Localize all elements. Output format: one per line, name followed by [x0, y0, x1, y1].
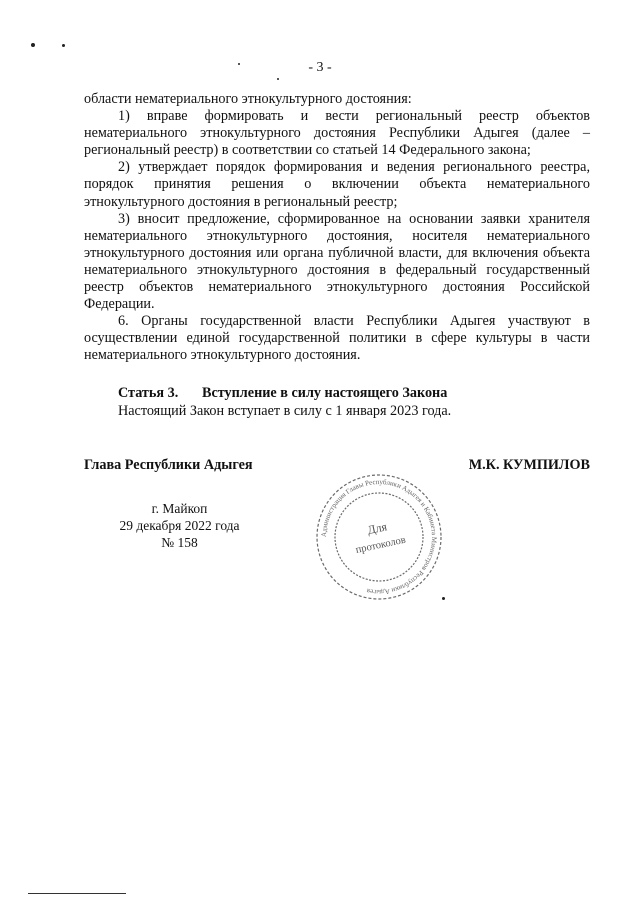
- paragraph-item-3: 3) вносит предложение, сформированное на основании заявки хранителя нематериального этнокультурного достояния, носителя нематериального этнокультурного достояния или органа публичной власти, для включения объекта нематериального этнокультурного достояния в федеральный государственный реестр объектов нематериального этнокультурного достояния Российской Федерации.: [84, 210, 590, 313]
- scan-speck: [442, 597, 445, 600]
- page-number: - 3 -: [308, 60, 332, 75]
- scan-speck: [62, 44, 65, 47]
- seal-center-line-1: Для: [366, 519, 389, 538]
- paragraph-item-2: 2) утверждает порядок формирования и ведения регионального реестра, порядок принятия решения о включении объекта нематериального этнокультурного достояния в региональный реестр;: [84, 159, 590, 210]
- date: 29 декабря 2022 года: [119, 518, 240, 533]
- article-title: Вступление в силу настоящего Закона: [202, 385, 448, 401]
- scan-speck: [277, 78, 279, 80]
- place-and-date: [102, 500, 257, 551]
- paragraph-intro: области нематериального этнокультурного достояния:: [84, 91, 412, 107]
- footer-rule: [28, 893, 126, 894]
- signatory-position: Глава Республики Адыгея: [84, 457, 253, 473]
- seal-center-line-2: протоколов: [354, 534, 407, 556]
- law-number: № 158: [161, 535, 198, 550]
- article-heading: [84, 384, 604, 402]
- scan-speck: [238, 63, 240, 65]
- article-text: Настоящий Закон вступает в силу с 1 января 2023 года.: [118, 403, 452, 419]
- place: г. Майкоп: [151, 501, 208, 516]
- paragraph-item-1: 1) вправе формировать и вести региональный реестр объектов нематериального этнокультурного достояния Республики Адыгея (далее – региональный реестр) в соответствии со статьей 14 Федерального закона;: [84, 108, 590, 159]
- seal-ring-text: Администрация Главы Республики Адыгея и Кабинета Министров Республики Адыгея: [319, 477, 439, 597]
- signatory-name: М.К. КУМПИЛОВ: [468, 457, 590, 473]
- scan-speck: [31, 43, 35, 47]
- paragraph-clause-6: 6. Органы государственной власти Республики Адыгея участвуют в осуществлении единой государственной политики в сфере культуры в части нематериального этнокультурного достояния.: [84, 313, 590, 364]
- article-3: [84, 384, 604, 420]
- article-number: Статья 3.: [118, 385, 179, 401]
- seal-stamp: [314, 472, 444, 602]
- main-text: [84, 91, 590, 365]
